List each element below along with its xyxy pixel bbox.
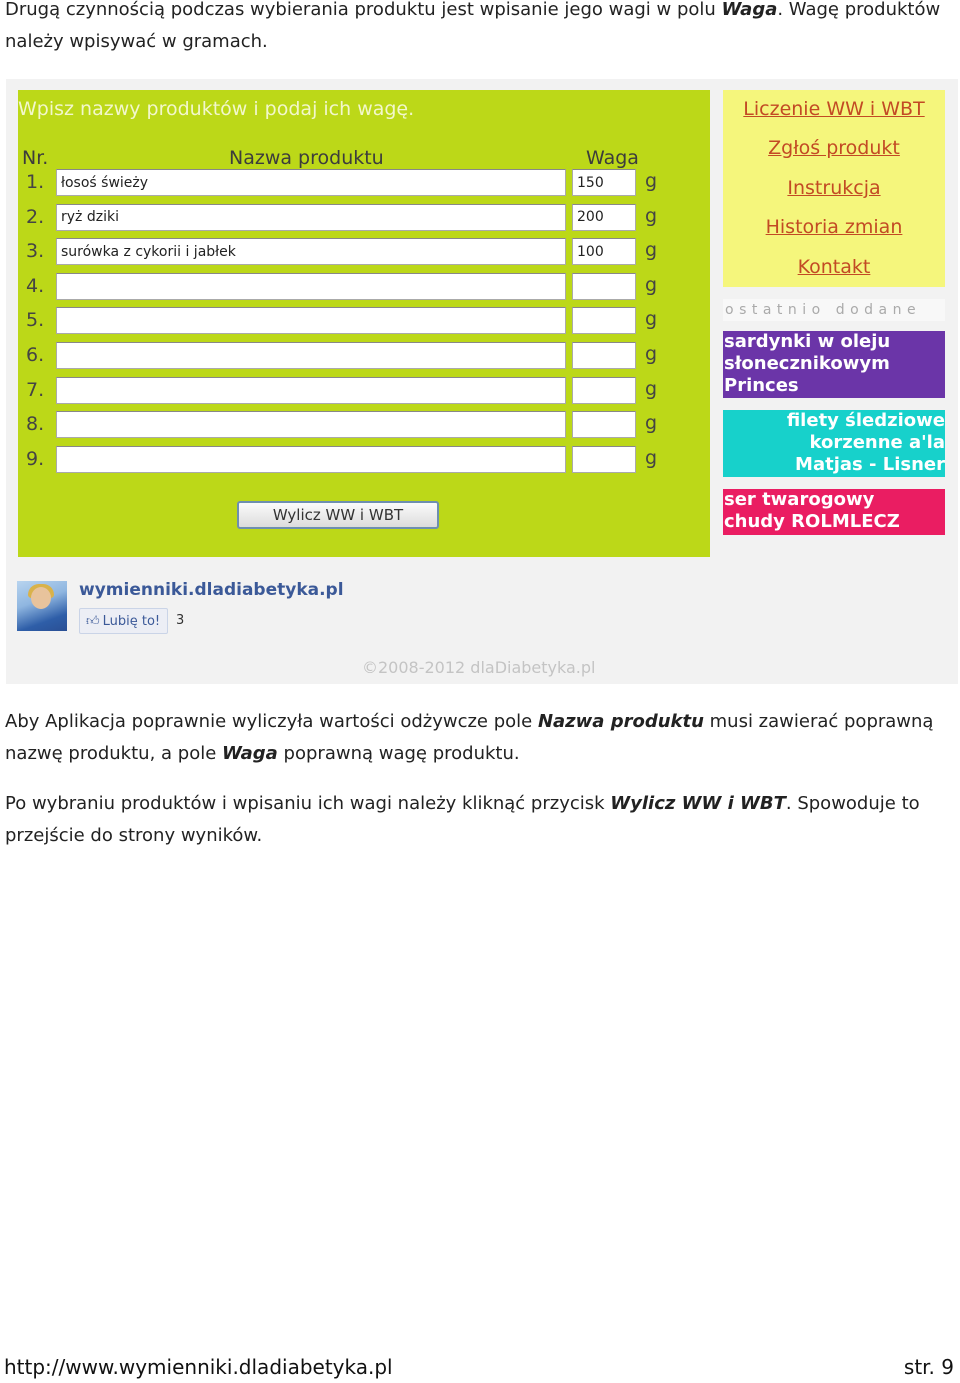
unit-label: g [645, 204, 658, 227]
validation-paragraph [5, 706, 955, 770]
form-row [18, 342, 710, 372]
page-number: str. 9 [903, 1355, 954, 1379]
unit-label: g [645, 308, 658, 331]
calculate-paragraph [5, 788, 955, 852]
intro-text: Drugą czynnością podczas wybierania produktu jest wpisanie jego wagi w polu [5, 0, 722, 20]
weight-input[interactable] [572, 411, 636, 438]
header-product-name: Nazwa produktu [229, 147, 384, 169]
form-row [18, 377, 710, 407]
weight-input[interactable]: 150 [572, 169, 636, 196]
product-name-input[interactable] [56, 307, 566, 334]
menu-link-changelog[interactable]: Historia zmian [765, 216, 903, 238]
like-button[interactable] [79, 608, 168, 634]
form-row [18, 411, 710, 441]
weight-input[interactable]: 100 [572, 238, 636, 265]
row-number: 4. [26, 274, 45, 297]
p3-text-1: Po wybraniu produktów i wpisaniu ich wagi należy kliknąć przycisk [5, 793, 611, 814]
menu-link-contact[interactable]: Kontakt [797, 256, 871, 278]
product-name-input[interactable] [56, 377, 566, 404]
form-row [18, 169, 710, 199]
intro-text-end: . Wagę produktów należy wpisywać w gramach. [5, 0, 941, 52]
unit-label: g [645, 170, 658, 192]
unit-label: g [645, 446, 658, 469]
row-number: 6. [26, 344, 45, 366]
side-menu [723, 90, 945, 287]
product-name-input[interactable]: surówka z cykorii i jabłek [56, 238, 566, 265]
avatar [17, 581, 67, 631]
p2-bold-weight: Waga [222, 743, 278, 764]
weight-input[interactable] [572, 446, 636, 473]
p3-bold-button: Wylicz WW i WBT [610, 793, 786, 814]
p2-text-3: poprawną wagę produktu. [277, 743, 520, 764]
row-number: 3. [26, 240, 45, 263]
form-row [18, 273, 710, 303]
form-row [18, 238, 710, 268]
app-screenshot [6, 79, 958, 684]
weight-input[interactable] [572, 273, 636, 300]
like-label: Lubię to! [102, 613, 161, 629]
menu-link-report-product[interactable]: Zgłoś produkt [768, 137, 900, 159]
row-number: 2. [26, 205, 45, 228]
unit-label: g [645, 343, 658, 365]
product-form [18, 90, 710, 557]
product-name-input[interactable] [56, 411, 566, 438]
row-number: 9. [26, 447, 45, 470]
product-name-input[interactable] [56, 342, 566, 369]
header-nr: Nr. [22, 147, 49, 169]
form-title: Wpisz nazwy produktów i podaj ich wagę. [18, 98, 415, 120]
menu-link-instructions[interactable]: Instrukcja [787, 177, 881, 199]
like-count: 3 [176, 613, 185, 628]
row-number: 7. [26, 378, 45, 401]
p2-bold-name: Nazwa produktu [537, 711, 704, 732]
product-name-input[interactable] [56, 273, 566, 300]
form-row [18, 307, 710, 337]
copyright: ©2008-2012 dlaDiabetyka.pl [362, 658, 596, 677]
p2-text-1: Aby Aplikacja poprawnie wyliczyła wartości odżywcze pole [5, 711, 538, 732]
recent-item-cheese[interactable]: ser twarogowy chudy ROLMLECZ [723, 489, 945, 535]
product-name-input[interactable]: ryż dziki [56, 204, 566, 231]
footer-url: http://www.wymienniki.dladiabetyka.pl [4, 1355, 393, 1379]
intro-bold-waga: Waga [721, 0, 778, 20]
unit-label: g [645, 273, 658, 296]
unit-label: g [645, 412, 658, 435]
row-number: 1. [26, 171, 45, 193]
row-number: 5. [26, 309, 45, 332]
recent-item-herring[interactable]: filety śledziowe korzenne a'la Matjas - Lisner [723, 410, 945, 477]
product-name-input[interactable]: łosoś świeży [56, 169, 566, 196]
weight-input[interactable] [572, 307, 636, 334]
p3-text-2: . Spowoduje to przejście do strony wyników. [5, 793, 920, 846]
recently-added-label: ostatnio dodane [723, 299, 945, 321]
weight-input[interactable]: 200 [572, 204, 636, 231]
weight-input[interactable] [572, 377, 636, 404]
menu-link-counting[interactable]: Liczenie WW i WBT [743, 98, 925, 120]
unit-label: g [645, 377, 658, 400]
thumbs-up-icon: 👍︎ [86, 613, 100, 629]
weight-input[interactable] [572, 342, 636, 369]
row-number: 8. [26, 413, 45, 436]
intro-paragraph [5, 0, 955, 58]
p2-text-2: musi zawierać poprawną nazwę produktu, a pole [5, 711, 934, 764]
form-row [18, 204, 710, 234]
form-row [18, 446, 710, 476]
header-weight: Waga [586, 147, 639, 169]
calculate-button[interactable]: Wylicz WW i WBT [237, 501, 439, 529]
product-name-input[interactable] [56, 446, 566, 473]
unit-label: g [645, 239, 658, 262]
recent-item-sardines[interactable]: sardynki w oleju słonecznikowym Princes [723, 331, 945, 398]
facebook-page-name[interactable]: wymienniki.dladiabetyka.pl [79, 580, 344, 600]
